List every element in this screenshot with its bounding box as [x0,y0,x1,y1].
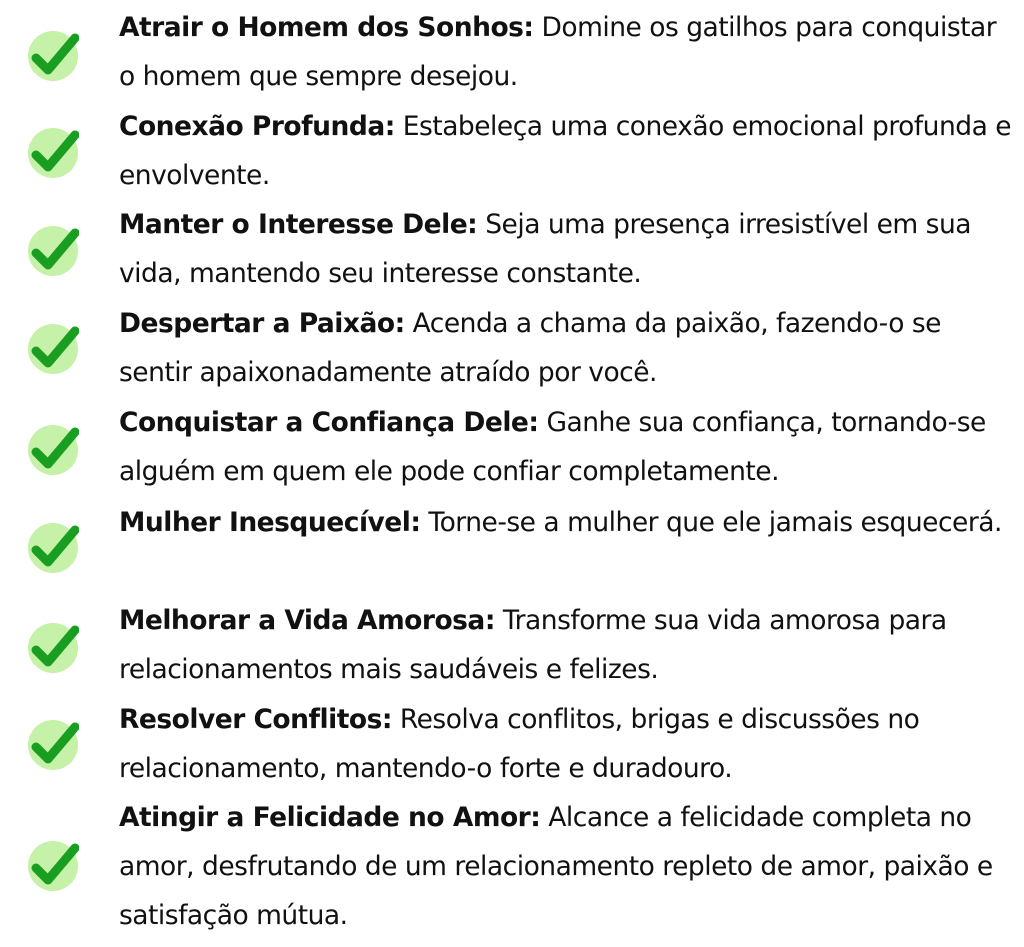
benefit-description: Transforme sua vida amorosa para relacionamentos mais saudáveis e felizes. [119,605,947,685]
benefit-text [119,793,1014,940]
benefit-description: Domine os gatilhos para conquistar o homem que sempre desejou. [119,12,997,92]
green-check-icon [27,424,79,476]
green-check-icon [27,127,79,179]
benefit-title: Atrair o Homem dos Sonhos: [119,12,534,43]
benefit-title: Conexão Profunda: [119,111,395,142]
benefit-text [119,398,1014,496]
benefit-text [119,596,1014,694]
green-check-icon [27,323,79,375]
green-check-icon [27,622,79,674]
benefit-description: Torne-se a mulher que ele jamais esquecerá. [428,507,1002,538]
benefit-title: Conquistar a Confiança Dele: [119,407,539,438]
benefit-title: Manter o Interesse Dele: [119,209,478,240]
benefit-title: Despertar a Paixão: [119,308,405,339]
benefit-title: Resolver Conflitos: [119,704,392,735]
benefit-text [119,102,1014,200]
green-check-icon [27,522,79,574]
benefit-text [119,498,1014,547]
benefit-title: Mulher Inesquecível: [119,507,421,538]
green-check-icon [27,30,79,82]
green-check-icon [27,840,79,892]
benefit-text [119,299,1014,397]
benefit-description: Acenda a chama da paixão, fazendo-o se sentir apaixonadamente atraído por você. [119,308,941,388]
green-check-icon [27,225,79,277]
benefit-text [119,695,1014,793]
benefit-text [119,3,1014,101]
benefit-title: Atingir a Felicidade no Amor: [119,802,541,833]
benefit-description: Seja uma presença irresistível em sua vida, mantendo seu interesse constante. [119,209,971,289]
benefit-title: Melhorar a Vida Amorosa: [119,605,495,636]
benefit-description: Ganhe sua confiança, tornando-se alguém em quem ele pode confiar completamente. [119,407,986,487]
benefit-description: Resolva conflitos, brigas e discussões no relacionamento, mantendo-o forte e duradouro. [119,704,920,784]
benefit-text [119,200,1014,298]
benefit-description: Alcance a felicidade completa no amor, desfrutando de um relacionamento repleto de amor, paixão e satisfação mútua. [119,802,993,931]
benefit-description: Estabeleça uma conexão emocional profunda e envolvente. [119,111,1012,191]
green-check-icon [27,719,79,771]
